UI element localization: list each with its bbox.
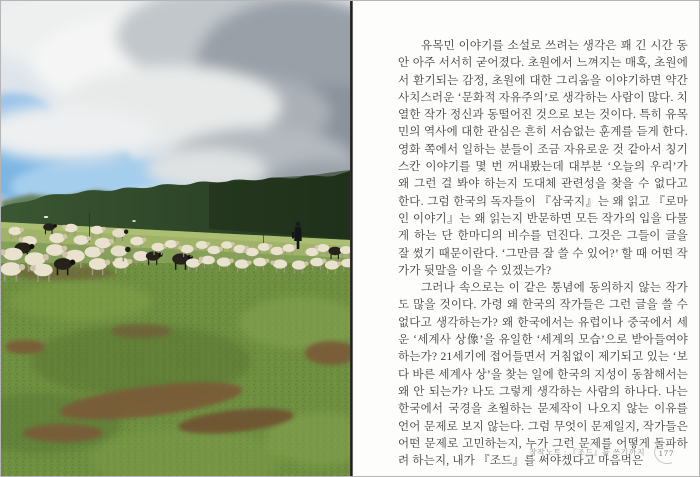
page-number: 177 — [658, 447, 675, 458]
paragraph: 유목민 이야기를 소설로 쓰려는 생각은 꽤 긴 시간 동안 아주 서서히 굳어졌다. 초원에서 느껴지는 매혹, 초원에서 환기되는 감정, 초원에 대한 그리움을 이야기하면 약간 사치스러운 ‘문화적 자유주의’로 생각하는 사람이 많다. 치열한 작가 정신과 동떨어진 것으로 보는 것이다. 특히 유목민의 역사에 대한 관심은 흔히 서슴없는 훈계를 듣게 한다. 영화 쪽에서 일하는 분들이 조금 자유로운 것 같아서 칭기스칸 이야기를 몇 번 꺼내봤는데 대부분 ‘오늘의 우리’가 왜 그런 걸 봐야 하는지 도대체 관련성을 찾을 수 없다고 한다. 그럼 한국의 독자들이 『삼국지』는 왜 읽고 『로마인 이야기』는 왜 읽는지 반문하면 모든 작가의 입을 다물게 하는 단 한마디의 비수를 던진다. 그것은 그들이 글을 잘 썼기 때문이란다. ‘그만큼 잘 쓸 수 있어?’ 할 때 어떤 작가가 뒷말을 이을 수 있겠는가? — [398, 40, 688, 277]
paragraph: 그러나 속으로는 이 같은 통념에 동의하지 않는 작가도 많을 것이다. 가령 왜 한국의 작가들은 그런 글을 쓸 수 없다고 생각하는가? 왜 한국에서는 유럽이나 중국에서 세운 ‘세계사 상像’을 유일한 ‘세계의 모습’으로 받아들여야 하는가? 21세기에 접어들면서 거침없이 제기되고 있는 ‘보다 바른 세계사 상’을 찾는 일에 한국의 지성이 동참해서는 왜 안 되는가? 나도 그렇게 생각하는 사람의 하나다. 나는 한국에서 국경을 초월하는 문제작이 나오지 않는 이유를 언어 문제로 보지 않는다. 그럼 무엇이 문제일지, 작가들은 어떤 문제로 고민하는지, 누가 그런 문제를 어떻게 돌파하려 하는지, 내가 『조드』를 써야겠다고 마음먹은 — [398, 282, 688, 468]
page-footer — [529, 441, 679, 464]
running-title: 창작노트 : 『조드』를 쓰기까지 — [528, 448, 645, 457]
page-number-block — [654, 441, 679, 464]
steppe-photo-svg — [1, 1, 350, 476]
body-text — [398, 38, 688, 470]
grass-foreground — [1, 263, 350, 476]
steppe-photo — [1, 1, 350, 476]
page-right — [353, 1, 699, 476]
